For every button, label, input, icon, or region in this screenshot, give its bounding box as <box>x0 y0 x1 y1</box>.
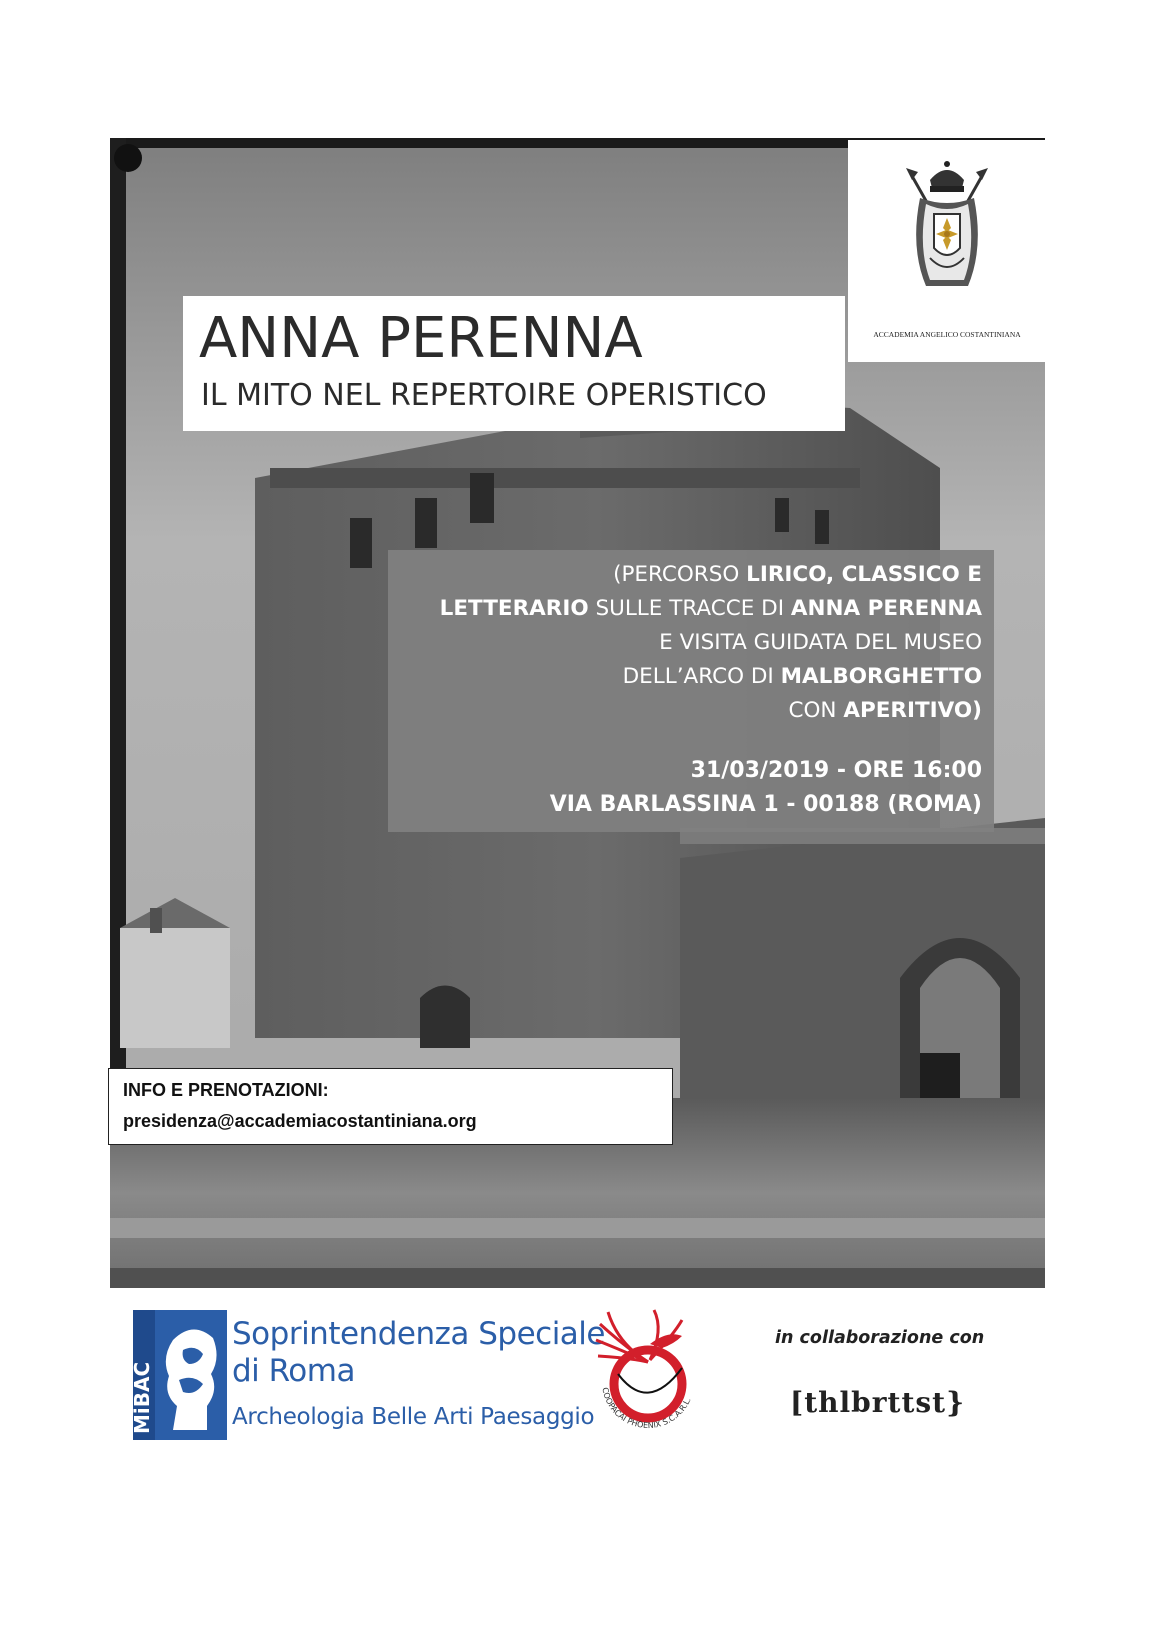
info-title: INFO E PRENOTAZIONI: <box>123 1080 329 1100</box>
coat-of-arms-icon <box>900 158 994 298</box>
event-line-1 <box>440 558 982 592</box>
event-line-2-bold2: ANNA PERENNA <box>790 596 982 621</box>
event-line-2 <box>440 592 982 626</box>
accademia-caption: ACCADEMIA ANGELICO COSTANTINIANA <box>873 330 1021 339</box>
event-line-1-prefix: (PERCORSO <box>613 562 747 587</box>
mibac-text: MiBAC <box>130 1361 154 1434</box>
event-line-1-bold: LIRICO, CLASSICO E <box>746 562 982 587</box>
event-line-5 <box>440 694 982 728</box>
event-title: ANNA PERENNA <box>199 306 643 371</box>
event-description-box <box>388 550 994 832</box>
collaboration-label: in collaborazione con <box>775 1328 985 1348</box>
mibac-logo <box>130 1310 227 1440</box>
info-email-link[interactable]: presidenza@accademiacostantiniana.org <box>123 1111 477 1131</box>
event-line-2-mid: SULLE TRACCE DI <box>588 596 791 621</box>
event-line-4-prefix: DELL’ARCO DI <box>622 664 781 689</box>
event-line-5-bold: APERITIVO) <box>843 698 982 723</box>
event-subtitle: IL MITO NEL REPERTOIRE OPERISTICO <box>201 378 767 413</box>
partner-logo-text: [thlbrttst} <box>790 1386 966 1419</box>
event-line-4-bold: MALBORGHETTO <box>780 664 982 689</box>
event-when-where <box>550 754 982 822</box>
phoenix-logo <box>578 1304 718 1434</box>
soprintendenza-dept: Archeologia Belle Arti Paesaggio <box>232 1404 595 1430</box>
event-line-5-prefix: CON <box>788 698 844 723</box>
soprintendenza-city: di Roma <box>232 1353 355 1389</box>
event-date-time: 31/03/2019 - ORE 16:00 <box>690 758 982 783</box>
event-line-3: E VISITA GUIDATA DEL MUSEO <box>659 630 982 655</box>
accademia-logo <box>848 140 1046 362</box>
title-box <box>183 296 845 431</box>
event-line-4 <box>440 660 982 694</box>
phoenix-text: COOPACAI PHOENIX S.C.A.R.L. <box>600 1386 693 1431</box>
info-box <box>108 1068 673 1145</box>
event-line-2-bold: LETTERARIO <box>439 596 589 621</box>
event-description <box>440 558 982 728</box>
soprintendenza-name: Soprintendenza Speciale <box>232 1316 605 1352</box>
event-address: VIA BARLASSINA 1 - 00188 (ROMA) <box>549 792 982 817</box>
